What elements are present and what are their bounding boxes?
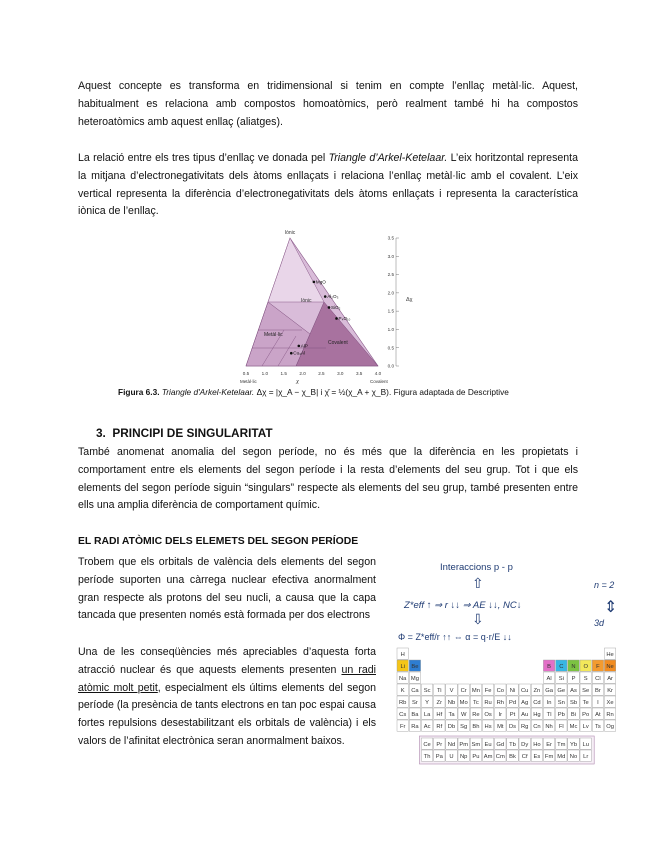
region-label-metallic: Metàl·lic: [264, 332, 283, 338]
element-symbol: Tb: [509, 742, 516, 748]
element-symbol: As: [570, 688, 577, 694]
element-symbol: Ce: [423, 742, 431, 748]
element-symbol: Fr: [399, 724, 406, 730]
element-symbol: Og: [606, 724, 614, 730]
y-tick-label: 1.5: [387, 308, 394, 314]
element-symbol: Ac: [423, 724, 431, 730]
element-symbol: Ru: [484, 700, 492, 706]
element-symbol: Ga: [545, 688, 553, 694]
p2-italic: Triangle d’Arkel-Ketelaar.: [328, 152, 448, 164]
element-symbol: Ir: [498, 712, 503, 718]
arkel-ketelaar-triangle-figure: [238, 226, 418, 386]
p5-post: , especialment els últims elements del segon període (la presència de tants electrons en tan poc espai causa fortes repulsions desestabilitzant els orbitals de valència) i els valors de l’afinitat electrònica seran anormalment baixos.: [78, 681, 376, 747]
element-symbol: Xe: [606, 700, 614, 706]
element-symbol: Cd: [533, 700, 541, 706]
element-symbol: I: [597, 700, 599, 706]
x-tick-label: 0.5: [242, 371, 250, 376]
diagram-n-label: n = 2: [594, 580, 615, 590]
y-tick-label: 1.0: [387, 327, 394, 333]
element-symbol: Sr: [412, 700, 418, 706]
element-symbol: H: [400, 652, 405, 658]
down-arrow-2-icon: ⇩: [472, 611, 484, 627]
data-point: [313, 281, 316, 284]
element-symbol: Fm: [544, 754, 554, 760]
periodic-table-cells: [397, 648, 616, 764]
region-label-ionic: Iònic: [301, 298, 312, 304]
element-symbol: Li: [400, 664, 405, 670]
element-symbol: Am: [483, 754, 493, 760]
y-tick-label: 0.5: [387, 345, 394, 351]
region-label-covalent: Covalent: [328, 340, 348, 346]
element-symbol: Nh: [545, 724, 553, 730]
element-symbol: Sn: [557, 700, 565, 706]
x-tick-label: 2.5: [318, 371, 325, 376]
element-symbol: Ra: [411, 724, 419, 730]
element-symbol: Hg: [533, 712, 541, 718]
element-symbol: Rh: [496, 700, 505, 706]
caption-source: Figura adaptada de Descriptive: [393, 387, 509, 397]
element-symbol: O: [583, 664, 588, 670]
element-symbol: Te: [582, 700, 589, 706]
element-symbol: Sm: [471, 742, 481, 748]
element-symbol: No: [569, 754, 578, 760]
element-symbol: Cf: [521, 754, 528, 760]
element-symbol: Pd: [508, 700, 517, 706]
element-symbol: Cn: [533, 724, 541, 730]
element-symbol: Cr: [460, 688, 467, 694]
y-tick-label: 2.0: [387, 290, 394, 296]
element-symbol: Er: [546, 742, 552, 748]
element-symbol: C: [559, 664, 564, 670]
x-ticks-layer: [243, 371, 382, 376]
element-symbol: Tl: [546, 712, 552, 718]
element-symbol: Ba: [411, 712, 419, 718]
double-arrow-icon: ⇕: [604, 599, 618, 616]
section-heading: [96, 426, 273, 440]
element-symbol: Ho: [533, 742, 541, 748]
data-point: [335, 317, 338, 320]
element-symbol: Gd: [496, 742, 505, 748]
caption-title: Triangle d'Arkel-Ketelaar.: [161, 387, 255, 397]
data-point-label: P₄O₁₀: [338, 315, 351, 321]
data-point: [290, 352, 293, 355]
x-tick-label: 3.0: [337, 371, 344, 376]
interactions-diagram: [372, 560, 622, 646]
element-symbol: S: [583, 676, 588, 682]
element-symbol: Ne: [606, 664, 614, 670]
element-symbol: Rn: [606, 712, 614, 718]
element-symbol: Pr: [436, 742, 443, 748]
element-symbol: Au: [521, 712, 529, 718]
data-point-label: Cu₃Al: [293, 350, 306, 356]
element-symbol: Rb: [398, 700, 407, 706]
element-symbol: Mc: [569, 724, 578, 730]
x-axis-label: χ: [296, 379, 300, 385]
atomic-radius-paragraph: [78, 644, 376, 751]
y-axis-label: Δχ: [406, 297, 413, 303]
element-symbol: Y: [425, 700, 430, 706]
element-symbol: Co: [496, 688, 505, 694]
element-symbol: V: [449, 688, 454, 694]
y-tick-label: 3.0: [387, 253, 394, 259]
data-point-label: Al₂O₃: [327, 294, 339, 300]
element-symbol: Hs: [484, 724, 492, 730]
element-symbol: Ds: [508, 724, 517, 730]
element-symbol: Mn: [471, 688, 480, 694]
data-point-label: MgO: [315, 279, 326, 285]
element-symbol: Cu: [520, 688, 529, 694]
element-symbol: Nd: [447, 742, 456, 748]
diagram-row2: Φ = Z*eff/r ↑↑ ⇔ α = q·r/E ↓↓: [398, 632, 512, 642]
element-symbol: Pb: [557, 712, 565, 718]
bottom-right-label: Covalent: [370, 379, 388, 384]
bottom-left-label: Metàl·lic: [240, 379, 257, 384]
element-symbol: Cl: [595, 676, 601, 682]
element-symbol: Lr: [583, 754, 589, 760]
element-symbol: Sg: [460, 724, 468, 730]
element-symbol: Sc: [423, 688, 431, 694]
element-symbol: Dy: [521, 742, 529, 748]
element-symbol: B: [547, 664, 552, 670]
p5-pre: Una de les conseqüències més apreciables d’aquesta forta atracció nuclear és que aquests elements presenten: [78, 646, 376, 676]
element-symbol: Tc: [473, 700, 479, 706]
subsection-heading: EL RADI ATÒMIC DELS ELEMETS DEL SEGON PERÍODE: [78, 536, 359, 547]
element-symbol: Se: [582, 688, 590, 694]
element-symbol: Cm: [495, 754, 505, 760]
section-number: 3.: [96, 426, 106, 440]
data-point-label: SiO₂: [330, 304, 341, 310]
element-symbol: Es: [533, 754, 541, 760]
x-tick-label: 1.0: [261, 371, 269, 376]
element-symbol: F: [596, 664, 600, 670]
element-symbol: Tm: [557, 742, 566, 748]
element-symbol: Ge: [557, 688, 566, 694]
caption-label: Figura 6.3.: [118, 387, 160, 397]
element-symbol: Zn: [533, 688, 541, 694]
intro-paragraph: Aquest concepte es transforma en tridimensional si tenim en compte l’enllaç metàl·lic. Aquest, habitualment es relaciona amb compostos homoatòmics, però realment també hi ha compostos heteroatòmics amb aquest enllaç (aliatges).: [78, 80, 578, 128]
element-symbol: Pt: [509, 712, 516, 718]
periodic-table: [394, 645, 626, 767]
element-symbol: Pa: [435, 754, 443, 760]
element-symbol: Db: [447, 724, 456, 730]
caption-formula: Δχ = |χ_A − χ_B| i χ̄ = ½(χ_A + χ_B).: [256, 387, 392, 397]
element-symbol: K: [400, 688, 405, 694]
element-symbol: Hf: [436, 712, 443, 718]
element-symbol: Bi: [570, 712, 577, 718]
element-symbol: Np: [459, 754, 468, 760]
element-symbol: Bh: [472, 724, 480, 730]
element-symbol: Eu: [484, 742, 492, 748]
element-symbol: Rg: [520, 724, 529, 730]
element-symbol: Br: [595, 688, 601, 694]
y-tick-label: 0.0: [387, 363, 394, 369]
element-symbol: Pm: [459, 742, 469, 748]
element-symbol: Pu: [472, 754, 480, 760]
element-symbol: Ts: [595, 724, 601, 730]
data-point: [328, 306, 331, 309]
effective-charge-paragraph: Trobem que els orbitals de valència dels elements del segon període suporten una càrrega nuclear efectiva anormalment gran respecte als protons del seu nucli, a causa que la capa tancada que presenten només està formada per dos electrons: [78, 556, 376, 622]
element-symbol: Na: [398, 676, 407, 682]
element-symbol: Ta: [448, 712, 455, 718]
element-symbol: Zr: [436, 700, 443, 706]
diagram-title: Interaccions p - p: [440, 562, 513, 573]
p2-pre: La relació entre els tres tipus d’enllaç ve donada pel: [78, 152, 329, 164]
figure-caption: [118, 387, 509, 397]
element-symbol: Md: [557, 754, 566, 760]
x-tick-label: 2.0: [299, 371, 306, 376]
element-symbol: N: [571, 664, 576, 670]
p2-post: L’eix horitzontal representa la mitjana d’electronegativitats dels àtoms enllaçats i relaciona l’enllaç metàl·lic amb el covalent. L’eix vertical representa la diferència d’electronegativitats dels àtoms enllaçats i representa la característica iònica de l’enllaç.: [78, 152, 578, 218]
element-symbol: He: [606, 652, 614, 658]
element-symbol: Si: [558, 676, 564, 682]
element-symbol: Th: [423, 754, 431, 760]
element-symbol: Os: [484, 712, 492, 718]
element-symbol: Mt: [497, 724, 504, 730]
y-tick-label: 2.5: [387, 272, 394, 278]
element-symbol: Mo: [459, 700, 468, 706]
x-tick-label: 1.5: [280, 371, 287, 376]
element-symbol: Ag: [521, 700, 529, 706]
element-symbol: Yb: [569, 742, 578, 748]
diagram-d-label: 3d: [594, 618, 605, 628]
element-symbol: Ar: [607, 676, 613, 682]
x-tick-label: 3.5: [355, 371, 363, 376]
singularity-paragraph: També anomenat anomalia del segon període, no és més que la diferència en les propietats i comportament entre els elements del segon període i la resta d’elements del seu grup. Tot i que els elements del segon període siguin “singulars” respecte als elements del seu grup, també presenten entre ells una amplia diferència de comportament químic.: [78, 446, 578, 512]
arkel-ketelaar-paragraph: [78, 150, 578, 221]
element-symbol: Rf: [436, 724, 443, 730]
small-radius-emphasis: un radi atòmic molt petit: [78, 663, 376, 694]
data-point: [324, 295, 327, 298]
element-symbol: P: [571, 676, 576, 682]
data-point-label: AlP: [300, 343, 308, 349]
element-symbol: Bk: [509, 754, 516, 760]
element-symbol: Ca: [411, 688, 419, 694]
element-symbol: Be: [411, 664, 419, 670]
y-ticks-layer: [388, 236, 399, 369]
section-title: PRINCIPI DE SINGULARITAT: [112, 426, 273, 440]
element-symbol: Mg: [410, 676, 419, 682]
fig-top-label: Iònic: [284, 230, 296, 236]
element-symbol: Cs: [399, 712, 407, 718]
element-symbol: Kr: [607, 688, 613, 694]
element-symbol: At: [595, 712, 601, 718]
element-symbol: W: [460, 712, 467, 718]
y-tick-label: 3.5: [387, 235, 394, 241]
element-symbol: Fl: [558, 724, 564, 730]
element-symbol: In: [546, 700, 552, 706]
x-tick-label: 4.0: [374, 371, 382, 376]
element-symbol: U: [449, 754, 454, 760]
element-symbol: Al: [546, 676, 552, 682]
element-symbol: Po: [582, 712, 590, 718]
element-symbol: Nb: [447, 700, 456, 706]
data-point: [298, 345, 301, 348]
element-symbol: Lv: [582, 724, 589, 730]
element-symbol: Ti: [436, 688, 442, 694]
down-arrow-icon: ⇧: [472, 575, 484, 591]
element-symbol: Re: [472, 712, 480, 718]
element-symbol: Ni: [509, 688, 516, 694]
element-symbol: Lu: [582, 742, 589, 748]
element-symbol: Fe: [484, 688, 492, 694]
diagram-row1: Z*eff ↑ ⇒ r ↓↓ ⇒ AE ↓↓, NC↓: [404, 600, 522, 611]
element-symbol: La: [423, 712, 431, 718]
element-symbol: Sb: [569, 700, 578, 706]
